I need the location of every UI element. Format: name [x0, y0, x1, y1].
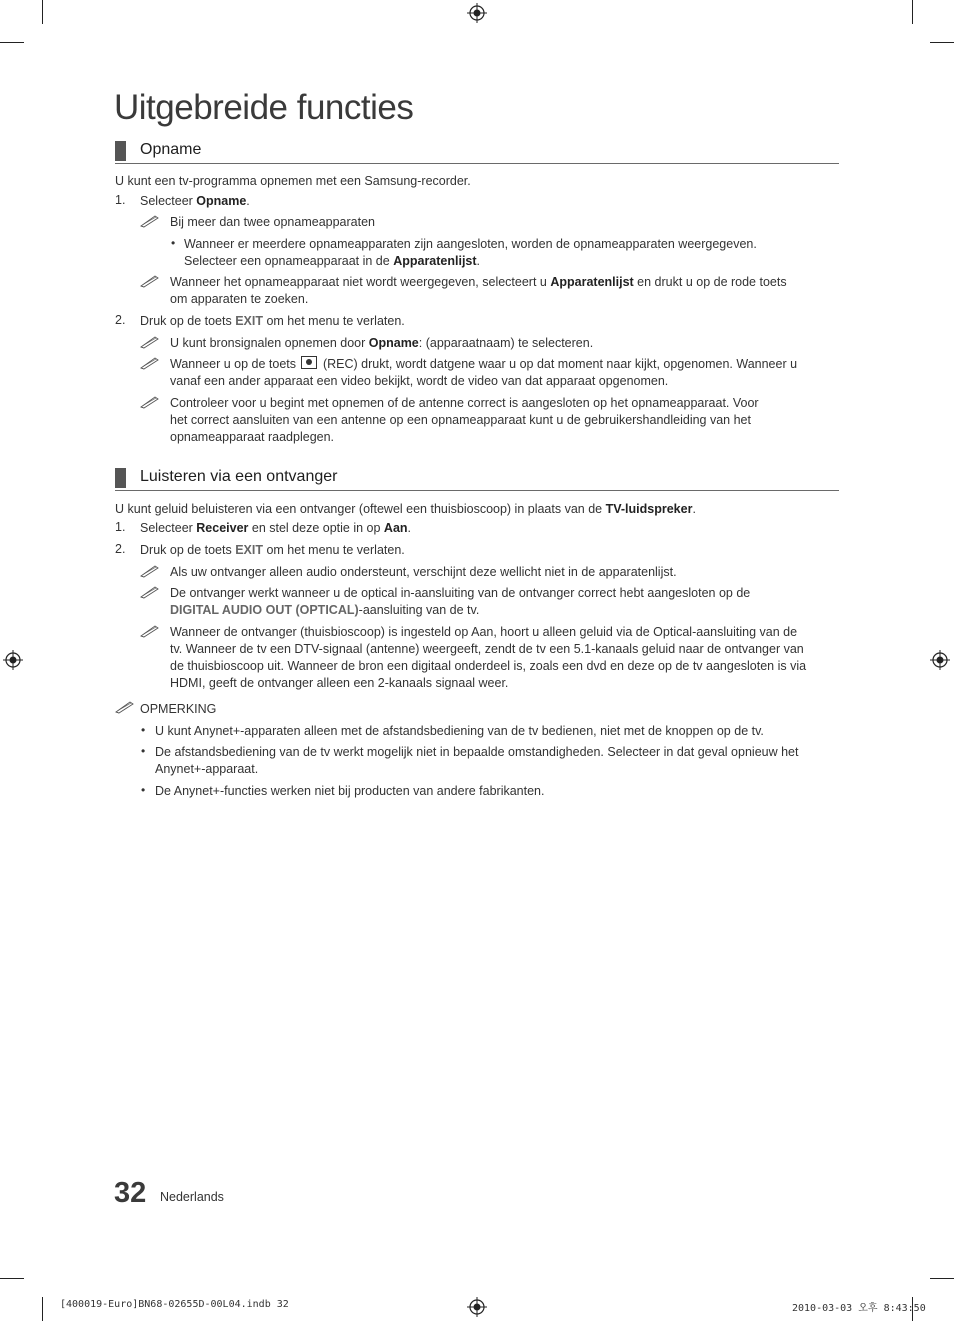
remark-bullet-text: U kunt Anynet+-apparaten alleen met de afstandsbediening van de tv bedienen, niet met de knoppen op de tv. — [155, 724, 764, 738]
remark-bullet-text — [155, 744, 798, 778]
bold-text: Opname — [368, 336, 419, 350]
section-bar — [115, 468, 126, 488]
text-line: tv. Wanneer de tv een DTV-signaal (antenne) weergeeft, zendt de tv een 5.1-kanaals geluid naar de ontvanger van — [170, 642, 804, 656]
text-line: HDMI, geeft de ontvanger alleen een 2-kanaals signaal weer. — [170, 676, 509, 690]
remark-heading: OPMERKING — [140, 702, 217, 716]
bullet-icon: • — [171, 236, 176, 250]
note-text — [170, 395, 759, 446]
bullet-icon: • — [141, 723, 146, 737]
note-text — [170, 356, 797, 390]
text: Selecteer — [140, 194, 197, 208]
crop-mark — [0, 1278, 24, 1279]
text-line: opnameapparaat raadplegen. — [170, 430, 335, 444]
intro-text: U kunt een tv-programma opnemen met een Samsung-recorder. — [115, 174, 471, 188]
page-number: 32 — [114, 1177, 147, 1209]
note-pencil-icon — [140, 585, 160, 599]
text: en drukt u op de rode toets — [633, 275, 787, 289]
text: (REC) drukt, wordt datgene waar u op dat moment naar kijkt, opgenomen. Wanneer u — [319, 357, 798, 371]
bullet-text — [184, 236, 757, 270]
bold-text: Apparatenlijst — [393, 254, 477, 268]
bold-text: DIGITAL AUDIO OUT (OPTICAL) — [170, 603, 359, 617]
registration-mark-icon — [467, 3, 487, 23]
note-text: Bij meer dan twee opnameapparaten — [170, 215, 375, 229]
text: U kunt bronsignalen opnemen door — [170, 336, 369, 350]
text: Druk op de toets — [140, 543, 236, 557]
note-text — [170, 335, 593, 352]
text: Wanneer het opnameapparaat niet wordt weergegeven, selecteert u — [170, 275, 551, 289]
step-number: 1. — [115, 520, 126, 534]
text-line — [170, 602, 750, 619]
note-pencil-icon — [140, 395, 160, 409]
bold-text: EXIT — [235, 314, 263, 328]
remark-bullet-text: De Anynet+-functies werken niet bij producten van andere fabrikanten. — [155, 784, 545, 798]
text-line: vanaf een ander apparaat een video bekijkt, wordt de video van dat apparaat opgenomen. — [170, 374, 669, 388]
bold-text: Receiver — [196, 521, 249, 535]
text: . — [246, 194, 250, 208]
text-line: het correct aansluiten van een antenne op een opnameapparaat kunt u de gebruikershandleiding van het — [170, 413, 751, 427]
text-line: De ontvanger werkt wanneer u de optical in-aansluiting van de ontvanger correct hebt aangesloten op de — [170, 586, 751, 600]
rec-button-icon — [301, 356, 317, 369]
crop-mark — [42, 1297, 43, 1321]
step-number: 2. — [115, 313, 126, 327]
bold-text: Apparatenlijst — [550, 275, 634, 289]
section-heading-label: Opname — [140, 141, 202, 158]
crop-mark — [930, 42, 954, 43]
registration-mark-icon — [930, 650, 950, 670]
text: : (apparaatnaam) te selecteren. — [418, 336, 594, 350]
note-text — [170, 585, 750, 619]
crop-mark — [0, 42, 24, 43]
page-language: Nederlands — [160, 1190, 224, 1204]
text-line: de thuisbioscoop uit. Wanneer de bron een digitaal onderdeel is, zoals een dvd en deze op de tv aangesloten is via — [170, 659, 807, 673]
text-line: Anynet+-apparaat. — [155, 762, 259, 776]
text-line: De afstandsbediening van de tv werkt mogelijk niet in bepaalde omstandigheden. Selecteer in dat geval opnieuw het — [155, 745, 799, 759]
note-text — [170, 274, 787, 308]
bold-text: Opname — [196, 194, 247, 208]
note-pencil-icon — [115, 700, 135, 714]
note-pencil-icon — [140, 335, 160, 349]
note-pencil-icon — [140, 624, 160, 638]
text: . — [476, 254, 481, 268]
note-pencil-icon — [140, 564, 160, 578]
registration-mark-icon — [467, 1297, 487, 1317]
text: . — [407, 521, 412, 535]
text-line — [170, 356, 797, 373]
text-line: om apparaten te zoeken. — [170, 292, 309, 306]
step-text — [140, 313, 405, 330]
step-text — [140, 542, 405, 559]
step-text — [140, 520, 411, 537]
page-title: Uitgebreide functies — [114, 88, 414, 127]
section-heading-ontvanger — [115, 468, 839, 491]
crop-mark — [42, 0, 43, 24]
text: Selecteer — [140, 521, 197, 535]
text-line — [170, 274, 787, 291]
text-line: Controleer voor u begint met opnemen of de antenne correct is aangesloten op het opnameapparaat. Voor — [170, 396, 759, 410]
text: -aansluiting van de tv. — [358, 603, 480, 617]
intro-text — [115, 501, 696, 518]
text: U kunt geluid beluisteren via een ontvanger (oftewel een thuisbioscoop) in plaats van de — [115, 502, 606, 516]
text: Selecteer een opnameapparaat in de — [184, 254, 394, 268]
text: Druk op de toets — [140, 314, 236, 328]
step-number: 1. — [115, 193, 126, 207]
text-line: Wanneer er meerdere opnameapparaten zijn aangesloten, worden de opnameapparaten weergegeven. — [184, 237, 757, 251]
note-pencil-icon — [140, 356, 160, 370]
note-pencil-icon — [140, 274, 160, 288]
note-text: Als uw ontvanger alleen audio ondersteunt, verschijnt deze wellicht niet in de apparatenlijst. — [170, 565, 677, 579]
note-text — [170, 624, 842, 692]
footer-timestamp: 2010-03-03 오후 8:43:50 — [792, 1303, 926, 1314]
bullet-icon: • — [141, 783, 146, 797]
text: om het menu te verlaten. — [263, 543, 405, 557]
note-pencil-icon — [140, 214, 160, 228]
footer-file-info: [400019-Euro]BN68-02655D-00L04.indb 32 — [60, 1299, 289, 1310]
text: . — [692, 502, 696, 516]
step-text — [140, 193, 250, 210]
text: om het menu te verlaten. — [263, 314, 405, 328]
section-bar — [115, 141, 126, 161]
step-number: 2. — [115, 542, 126, 556]
bullet-icon: • — [141, 744, 146, 758]
text-line: Wanneer de ontvanger (thuisbioscoop) is ingesteld op Aan, hoort u alleen geluid via de Optical-aansluiting van de — [170, 625, 798, 639]
section-heading-opname — [115, 141, 839, 164]
crop-mark — [912, 0, 913, 24]
text: en stel deze optie in op — [248, 521, 384, 535]
bold-text: Aan — [383, 521, 408, 535]
text-line — [184, 253, 757, 270]
text: Wanneer u op de toets — [170, 357, 300, 371]
bold-text: TV-luidspreker — [605, 502, 693, 516]
section-heading-label: Luisteren via een ontvanger — [140, 468, 338, 485]
bold-text: EXIT — [235, 543, 263, 557]
crop-mark — [930, 1278, 954, 1279]
registration-mark-icon — [3, 650, 23, 670]
